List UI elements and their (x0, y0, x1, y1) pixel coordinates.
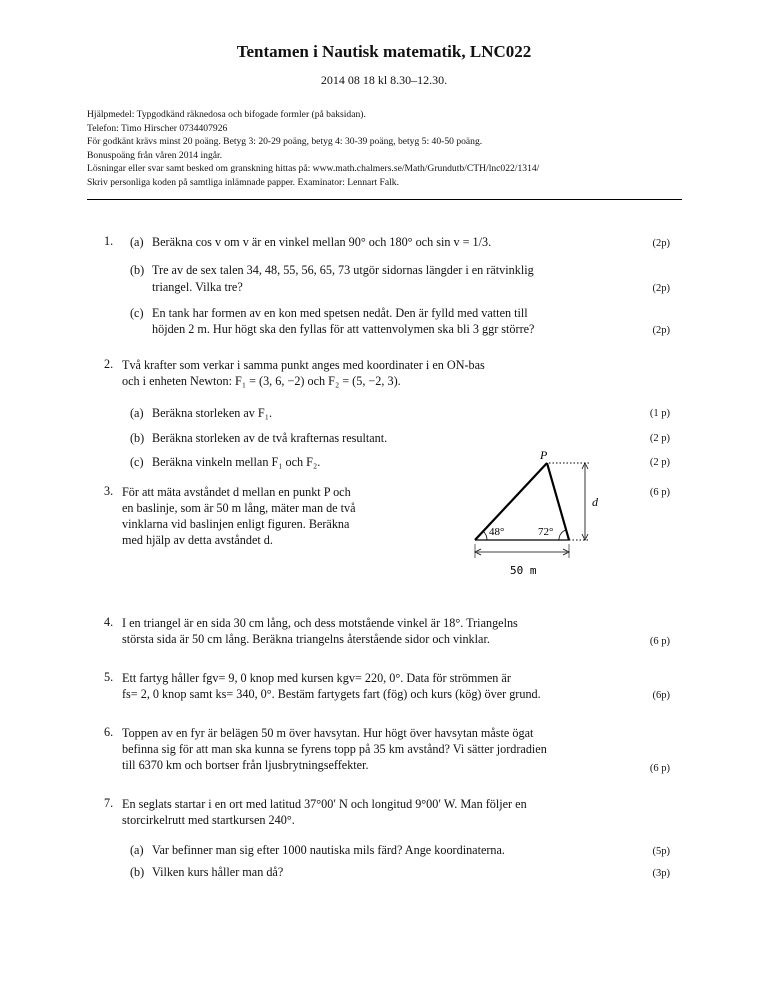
angle-48-label: 48° (489, 526, 505, 538)
problem-1c-label: (c) (130, 306, 144, 320)
problem-2b-text: Beräkna storleken av de två krafternas resultant. (152, 431, 388, 445)
problem-1c-line: höjden 2 m. Hur högt ska den fyllas för att vattenvolymen ska bli 3 ggr större? (152, 322, 535, 336)
info-line: Hjälpmedel: Typgodkänd räknedosa och bifogade formler (på baksidan). (87, 109, 366, 120)
problem-2b-label: (b) (130, 431, 145, 445)
problem-6-line: Toppen av en fyr är belägen 50 m över havsytan. Hur högt över havsytan måste ögat (122, 726, 534, 740)
problem-3-line: en baslinje, som är 50 m lång, mäter man de två (122, 501, 356, 515)
problem-2c-points: (2 p) (649, 457, 670, 468)
problem-3-line: med hjälp av detta avståndet d. (122, 533, 273, 547)
problem-3-number: 3. (104, 484, 114, 498)
problem-6-number: 6. (104, 725, 114, 739)
exam-title: Tentamen i Nautisk matematik, LNC022 (236, 42, 532, 61)
problem-1b-line: Tre av de sex talen 34, 48, 55, 56, 65, 73 utgör sidornas längder i en rätvinklig (152, 263, 534, 277)
divider (87, 199, 682, 200)
problem-2a-text: Beräkna storleken av F₁. (152, 406, 272, 420)
problem-7b-points: (3p) (652, 868, 670, 879)
exam-date: 2014 08 18 kl 8.30–12.30. (320, 73, 448, 87)
problem-2c-text: Beräkna vinkeln mellan F₁ och F₂. (152, 455, 321, 469)
distance-d-label: d (592, 495, 598, 509)
problem-4-points: (6 p) (649, 636, 670, 647)
problem-1a-text: Beräkna cos v om v är en vinkel mellan 90° och 180° och sin v = 1/3. (152, 235, 492, 249)
problem-7a-label: (a) (130, 843, 144, 857)
problem-3-points: (6 p) (649, 487, 670, 498)
angle-72-label: 72° (538, 526, 554, 538)
problem-4-number: 4. (104, 615, 114, 629)
info-line: Skriv personliga koden på samtliga inlämnade papper. Examinator: Lennart Falk. (87, 176, 399, 188)
problem-7-line: storcirkelrutt med startkursen 240°. (122, 813, 295, 827)
problem-7b-label: (b) (130, 865, 145, 879)
problem-7a-points: (5p) (652, 846, 670, 857)
problem-5-line: fs= 2, 0 knop samt ks= 340, 0°. Bestäm fartygets fart (fög) och kurs (kög) över grund. (122, 687, 541, 701)
problem-1b-points: (2p) (652, 283, 670, 294)
problem-6-line: befinna sig för att man ska kunna se fyrens topp på 35 km avstånd? Vi sätter jordradien (122, 742, 547, 756)
problem-5-points: (6p) (652, 690, 670, 701)
problem-1b-label: (b) (130, 263, 145, 277)
problem-1b-line: triangel. Vilka tre? (152, 280, 243, 294)
problem-1a-label: (a) (130, 235, 144, 249)
problem-4-line: största sida är 50 cm lång. Beräkna triangelns återstående sidor och vinklar. (122, 632, 490, 646)
problem-1c-points: (2p) (652, 325, 670, 336)
problem-7-line: En seglats startar i en ort med latitud 37°00′ N och longitud 9°00′ W. Man följer en (122, 797, 527, 811)
problem-2a-label: (a) (130, 406, 144, 420)
point-p-label: P (540, 448, 548, 462)
info-line: För godkänt krävs minst 20 poäng. Betyg 3: 20-29 poäng, betyg 4: 30-39 poäng, betyg 5: 40-50 poäng. (87, 136, 483, 148)
problem-6-points: (6 p) (649, 763, 670, 774)
problem-7a-text: Var befinner man sig efter 1000 nautiska mils färd? Ange koordinaterna. (152, 843, 505, 857)
info-line: Lösningar eller svar samt besked om granskning hittas på: www.math.chalmers.se/Math/Grundutb/CTH/lnc022/1314/ (87, 163, 540, 175)
info-line: Telefon: Timo Hirscher 0734407926 (87, 122, 228, 134)
problem-3-line: vinklarna vid baslinjen enligt figuren. Beräkna (122, 517, 350, 531)
left-side (475, 463, 547, 540)
problem-2-line: Två krafter som verkar i samma punkt anges med koordinater i en ON-bas (122, 358, 485, 372)
problem-7-number: 7. (104, 796, 114, 810)
problem-1c-line: En tank har formen av en kon med spetsen nedåt. Den är fylld med vatten till (152, 306, 528, 320)
problem-7b-text: Vilken kurs håller man då? (152, 865, 284, 879)
problem-2-number: 2. (104, 357, 114, 371)
problem-4-line: I en triangel är en sida 30 cm lång, och dess motstående vinkel är 18°. Triangelns (122, 616, 518, 630)
angle-arc-right (559, 530, 566, 540)
problem-5-line: Ett fartyg håller fgv= 9, 0 knop med kursen kgv= 220, 0°. Data för strömmen är (122, 671, 511, 685)
base-50m-label: 50 m (510, 564, 537, 577)
triangle-figure (462, 448, 612, 580)
problem-2c-label: (c) (130, 455, 144, 469)
info-line: Bonuspoäng från våren 2014 ingår. (87, 149, 223, 161)
problem-1-number: 1. (104, 234, 114, 248)
problem-2a-points: (1 p) (649, 408, 670, 419)
problem-2-line: och i enheten Newton: F₁ = (3, 6, −2) och F₂ = (5, −2, 3). (122, 374, 401, 388)
problem-3-line: För att mäta avståndet d mellan en punkt P och (122, 485, 351, 499)
exam-info (87, 108, 539, 190)
problem-1a-points: (2p) (652, 238, 670, 249)
problem-2b-points: (2 p) (649, 433, 670, 444)
problem-6-line: till 6370 km och bortser från ljusbrytningseffekter. (122, 758, 369, 772)
problem-5-number: 5. (104, 670, 114, 684)
